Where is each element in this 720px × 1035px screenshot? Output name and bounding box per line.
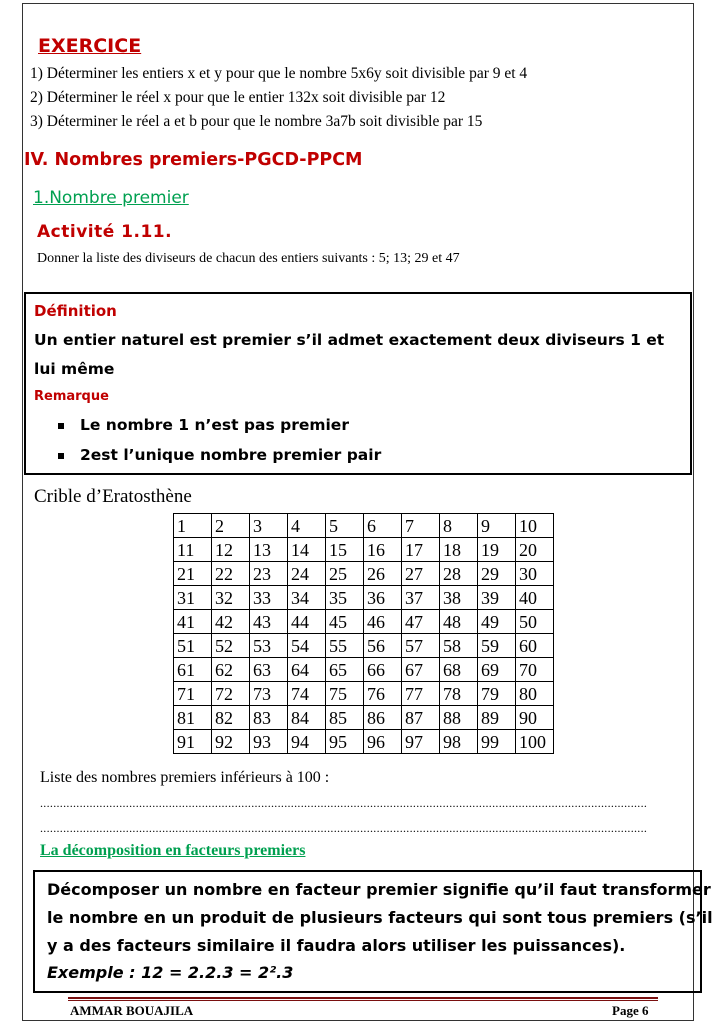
crible-row: [174, 658, 554, 682]
crible-cell: 39: [478, 586, 516, 610]
crible-cell: 17: [402, 538, 440, 562]
crible-cell: 51: [174, 634, 212, 658]
crible-cell: 42: [212, 610, 250, 634]
crible-row: [174, 514, 554, 538]
bullet-square-icon: [58, 453, 64, 459]
crible-row: [174, 538, 554, 562]
crible-cell: 33: [250, 586, 288, 610]
bullet-square-icon: [58, 423, 64, 429]
activite-text: Donner la liste des diviseurs de chacun des entiers suivants : 5; 13; 29 et 47: [37, 251, 460, 266]
crible-cell: 8: [440, 514, 478, 538]
crible-cell: 59: [478, 634, 516, 658]
crible-cell: 7: [402, 514, 440, 538]
crible-cell: 100: [516, 730, 554, 754]
crible-cell: 88: [440, 706, 478, 730]
decomposition-line-3: y a des facteurs similaire il faudra alors utiliser les puissances).: [47, 936, 626, 955]
crible-cell: 87: [402, 706, 440, 730]
crible-row: [174, 562, 554, 586]
crible-cell: 79: [478, 682, 516, 706]
crible-cell: 21: [174, 562, 212, 586]
crible-cell: 89: [478, 706, 516, 730]
crible-cell: 25: [326, 562, 364, 586]
remarque-title: Remarque: [34, 389, 109, 404]
crible-cell: 62: [212, 658, 250, 682]
crible-table: [173, 513, 554, 754]
crible-cell: 70: [516, 658, 554, 682]
crible-cell: 18: [440, 538, 478, 562]
crible-cell: 80: [516, 682, 554, 706]
crible-cell: 93: [250, 730, 288, 754]
crible-cell: 78: [440, 682, 478, 706]
crible-cell: 4: [288, 514, 326, 538]
crible-cell: 95: [326, 730, 364, 754]
crible-cell: 55: [326, 634, 364, 658]
crible-cell: 90: [516, 706, 554, 730]
crible-cell: 92: [212, 730, 250, 754]
crible-cell: 16: [364, 538, 402, 562]
crible-row: [174, 586, 554, 610]
crible-cell: 37: [402, 586, 440, 610]
definition-line-2: lui même: [34, 360, 115, 378]
crible-cell: 48: [440, 610, 478, 634]
crible-cell: 28: [440, 562, 478, 586]
exercice-item-3: 3) Déterminer le réel a et b pour que le nombre 3a7b soit divisible par 15: [30, 113, 483, 130]
crible-cell: 96: [364, 730, 402, 754]
crible-cell: 66: [364, 658, 402, 682]
footer-rule: [68, 1000, 658, 1001]
crible-cell: 72: [212, 682, 250, 706]
crible-cell: 44: [288, 610, 326, 634]
crible-cell: 67: [402, 658, 440, 682]
crible-cell: 35: [326, 586, 364, 610]
crible-cell: 6: [364, 514, 402, 538]
crible-cell: 57: [402, 634, 440, 658]
crible-row: [174, 634, 554, 658]
crible-row: [174, 706, 554, 730]
crible-cell: 84: [288, 706, 326, 730]
crible-cell: 23: [250, 562, 288, 586]
crible-cell: 30: [516, 562, 554, 586]
crible-cell: 56: [364, 634, 402, 658]
crible-cell: 24: [288, 562, 326, 586]
definition-title: Définition: [34, 302, 117, 320]
crible-cell: 38: [440, 586, 478, 610]
crible-row: [174, 682, 554, 706]
crible-cell: 81: [174, 706, 212, 730]
decomposition-exemple: Exemple : 12 = 2.2.3 = 2².3: [47, 963, 294, 982]
crible-cell: 94: [288, 730, 326, 754]
crible-cell: 58: [440, 634, 478, 658]
crible-cell: 5: [326, 514, 364, 538]
crible-cell: 73: [250, 682, 288, 706]
exercice-title: EXERCICE: [38, 35, 142, 57]
crible-cell: 50: [516, 610, 554, 634]
crible-cell: 86: [364, 706, 402, 730]
section-title: IV. Nombres premiers-PGCD-PPCM: [24, 150, 363, 170]
crible-cell: 20: [516, 538, 554, 562]
answer-dotted-line: ........................................................................................................................................................................................: [40, 821, 648, 835]
crible-cell: 83: [250, 706, 288, 730]
crible-cell: 71: [174, 682, 212, 706]
crible-title: Crible d’Eratosthène: [34, 486, 192, 507]
crible-row: [174, 610, 554, 634]
crible-cell: 1: [174, 514, 212, 538]
remarque-bullet-2: [58, 446, 381, 464]
crible-cell: 2: [212, 514, 250, 538]
crible-cell: 98: [440, 730, 478, 754]
crible-cell: 61: [174, 658, 212, 682]
crible-cell: 77: [402, 682, 440, 706]
crible-cell: 63: [250, 658, 288, 682]
crible-cell: 45: [326, 610, 364, 634]
crible-cell: 74: [288, 682, 326, 706]
crible-cell: 31: [174, 586, 212, 610]
crible-cell: 13: [250, 538, 288, 562]
crible-cell: 19: [478, 538, 516, 562]
crible-cell: 54: [288, 634, 326, 658]
footer-author: AMMAR BOUAJILA: [70, 1003, 194, 1018]
crible-cell: 69: [478, 658, 516, 682]
crible-cell: 22: [212, 562, 250, 586]
crible-cell: 3: [250, 514, 288, 538]
crible-cell: 34: [288, 586, 326, 610]
footer-rule: [68, 997, 658, 999]
remarque-bullet-text: 2est l’unique nombre premier pair: [80, 446, 382, 464]
subsection-title: 1.Nombre premier: [33, 188, 189, 208]
crible-cell: 14: [288, 538, 326, 562]
crible-cell: 60: [516, 634, 554, 658]
crible-cell: 12: [212, 538, 250, 562]
crible-cell: 40: [516, 586, 554, 610]
remarque-bullet-text: Le nombre 1 n’est pas premier: [80, 416, 349, 434]
crible-row: [174, 730, 554, 754]
crible-cell: 91: [174, 730, 212, 754]
crible-cell: 85: [326, 706, 364, 730]
crible-cell: 75: [326, 682, 364, 706]
activite-title: Activité 1.11.: [37, 222, 173, 242]
crible-cell: 27: [402, 562, 440, 586]
crible-cell: 99: [478, 730, 516, 754]
crible-cell: 52: [212, 634, 250, 658]
decomposition-line-2: le nombre en un produit de plusieurs facteurs qui sont tous premiers (s’il: [47, 908, 713, 927]
crible-cell: 9: [478, 514, 516, 538]
crible-cell: 68: [440, 658, 478, 682]
crible-cell: 46: [364, 610, 402, 634]
decomposition-title: La décomposition en facteurs premiers: [40, 842, 306, 859]
crible-cell: 97: [402, 730, 440, 754]
crible-cell: 36: [364, 586, 402, 610]
crible-cell: 53: [250, 634, 288, 658]
crible-cell: 29: [478, 562, 516, 586]
crible-cell: 10: [516, 514, 554, 538]
crible-cell: 26: [364, 562, 402, 586]
crible-cell: 65: [326, 658, 364, 682]
decomposition-line-1: Décomposer un nombre en facteur premier signifie qu’il faut transformer: [47, 880, 711, 899]
crible-cell: 43: [250, 610, 288, 634]
crible-cell: 76: [364, 682, 402, 706]
crible-cell: 82: [212, 706, 250, 730]
crible-cell: 32: [212, 586, 250, 610]
exercice-item-2: 2) Déterminer le réel x pour que le entier 132x soit divisible par 12: [30, 89, 446, 106]
crible-cell: 41: [174, 610, 212, 634]
crible-cell: 47: [402, 610, 440, 634]
liste-label: Liste des nombres premiers inférieurs à 100 :: [40, 769, 330, 786]
crible-cell: 11: [174, 538, 212, 562]
definition-line-1: Un entier naturel est premier s’il admet exactement deux diviseurs 1 et: [34, 331, 665, 349]
exercice-item-1: 1) Déterminer les entiers x et y pour que le nombre 5x6y soit divisible par 9 et 4: [30, 65, 528, 82]
footer-page-number: Page 6: [612, 1003, 649, 1018]
crible-cell: 49: [478, 610, 516, 634]
answer-dotted-line: ........................................................................................................................................................................................: [40, 796, 648, 810]
remarque-bullet-1: [58, 416, 349, 434]
crible-cell: 15: [326, 538, 364, 562]
crible-cell: 64: [288, 658, 326, 682]
